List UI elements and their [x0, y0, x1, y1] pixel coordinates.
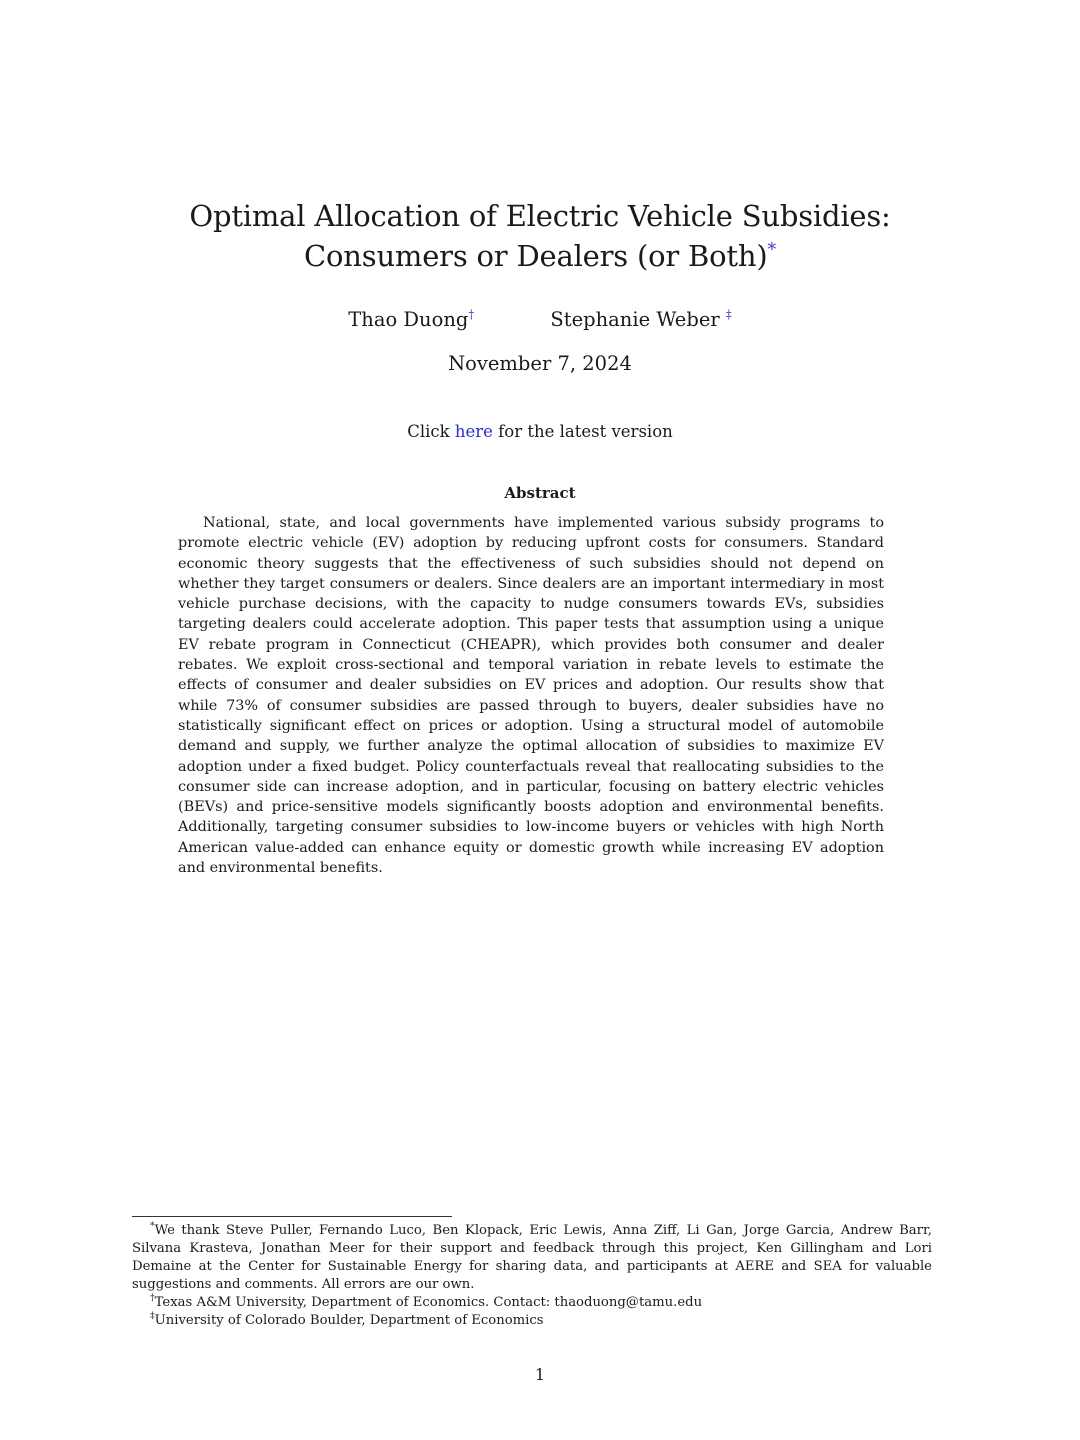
- author-name: Stephanie Weber: [550, 308, 726, 331]
- footnote-text: University of Colorado Boulder, Department of Economics: [154, 1313, 544, 1328]
- title-line-2: [0, 236, 1080, 276]
- author-1: [348, 308, 474, 331]
- author-2: [550, 308, 731, 331]
- title-line-1: Optimal Allocation of Electric Vehicle Subsidies:: [189, 199, 891, 233]
- latest-version-note: [0, 422, 1080, 441]
- title-line-2-text: Consumers or Dealers (or Both): [304, 239, 768, 273]
- latest-version-prefix: Click: [407, 422, 455, 441]
- footnote-author-2-affiliation: [132, 1312, 932, 1330]
- latest-version-suffix: for the latest version: [492, 422, 673, 441]
- footnote-acknowledgements: [132, 1222, 932, 1294]
- paper-title: [0, 196, 1080, 276]
- footnote-mark: †: [150, 1292, 155, 1304]
- footnote-mark: *: [150, 1220, 155, 1232]
- footnote-text: We thank Steve Puller, Fernando Luco, Ben Klopack, Eric Lewis, Anna Ziff, Li Gan, Jorge Garcia, Andrew Barr, Silvana Krasteva, Jonathan Meer for their support and feedback through this project, Ken Gillingham and Lori Demaine at the Center for Sustainable Energy for sharing data, and participants at AERE and SEA for valuable suggestions and comments. All errors are our own.: [132, 1223, 932, 1292]
- footnote-mark: ‡: [150, 1310, 155, 1322]
- author-1-footnote-link[interactable]: †: [468, 307, 475, 322]
- author-name: Thao Duong: [348, 308, 469, 331]
- publication-date: November 7, 2024: [448, 352, 632, 375]
- author-2-footnote-link[interactable]: ‡: [725, 307, 732, 322]
- abstract-text: National, state, and local governments have implemented various subsidy programs to promote electric vehicle (EV) adoption by reducing upfront costs for consumers. Standard economic theory suggests that the effectiveness of such subsidies should not depend on whether they target consumers or dealers. Since dealers are an important intermediary in most vehicle purchase decisions, with the capacity to nudge consumers towards EVs, subsidies targeting dealers could accelerate adoption. This paper tests that assumption using a unique EV rebate program in Connecticut (CHEAPR), which provides both consumer and dealer rebates. We exploit cross-sectional and temporal variation in rebate levels to estimate the effects of consumer and dealer subsidies on EV prices and adoption. Our results show that while 73% of consumer subsidies are passed through to buyers, dealer subsidies have no statistically significant effect on prices or adoption. Using a structural model of automobile demand and supply, we further analyze the optimal allocation of subsidies to maximize EV adoption under a fixed budget. Policy counterfactuals reveal that reallocating subsidies to the consumer side can increase adoption, and in particular, focusing on battery electric vehicles (BEVs) and price-sensitive models significantly boosts adoption and environmental benefits. Additionally, targeting consumer subsidies to low-income buyers or vehicles with high North American value-added can enhance equity or domestic growth while increasing EV adoption and environmental benefits.: [178, 515, 884, 877]
- abstract-heading: Abstract: [504, 484, 576, 502]
- title-footnote-link[interactable]: *: [767, 240, 776, 261]
- footnotes: [132, 1216, 932, 1330]
- footnote-rule: [132, 1216, 452, 1217]
- footnote-text: Texas A&M University, Department of Economics. Contact: thaoduong@tamu.edu: [154, 1295, 703, 1310]
- author-list: [0, 308, 1080, 331]
- page-number: 1: [534, 1365, 546, 1384]
- latest-version-link[interactable]: here: [454, 422, 493, 441]
- footnote-author-1-affiliation: [132, 1294, 932, 1312]
